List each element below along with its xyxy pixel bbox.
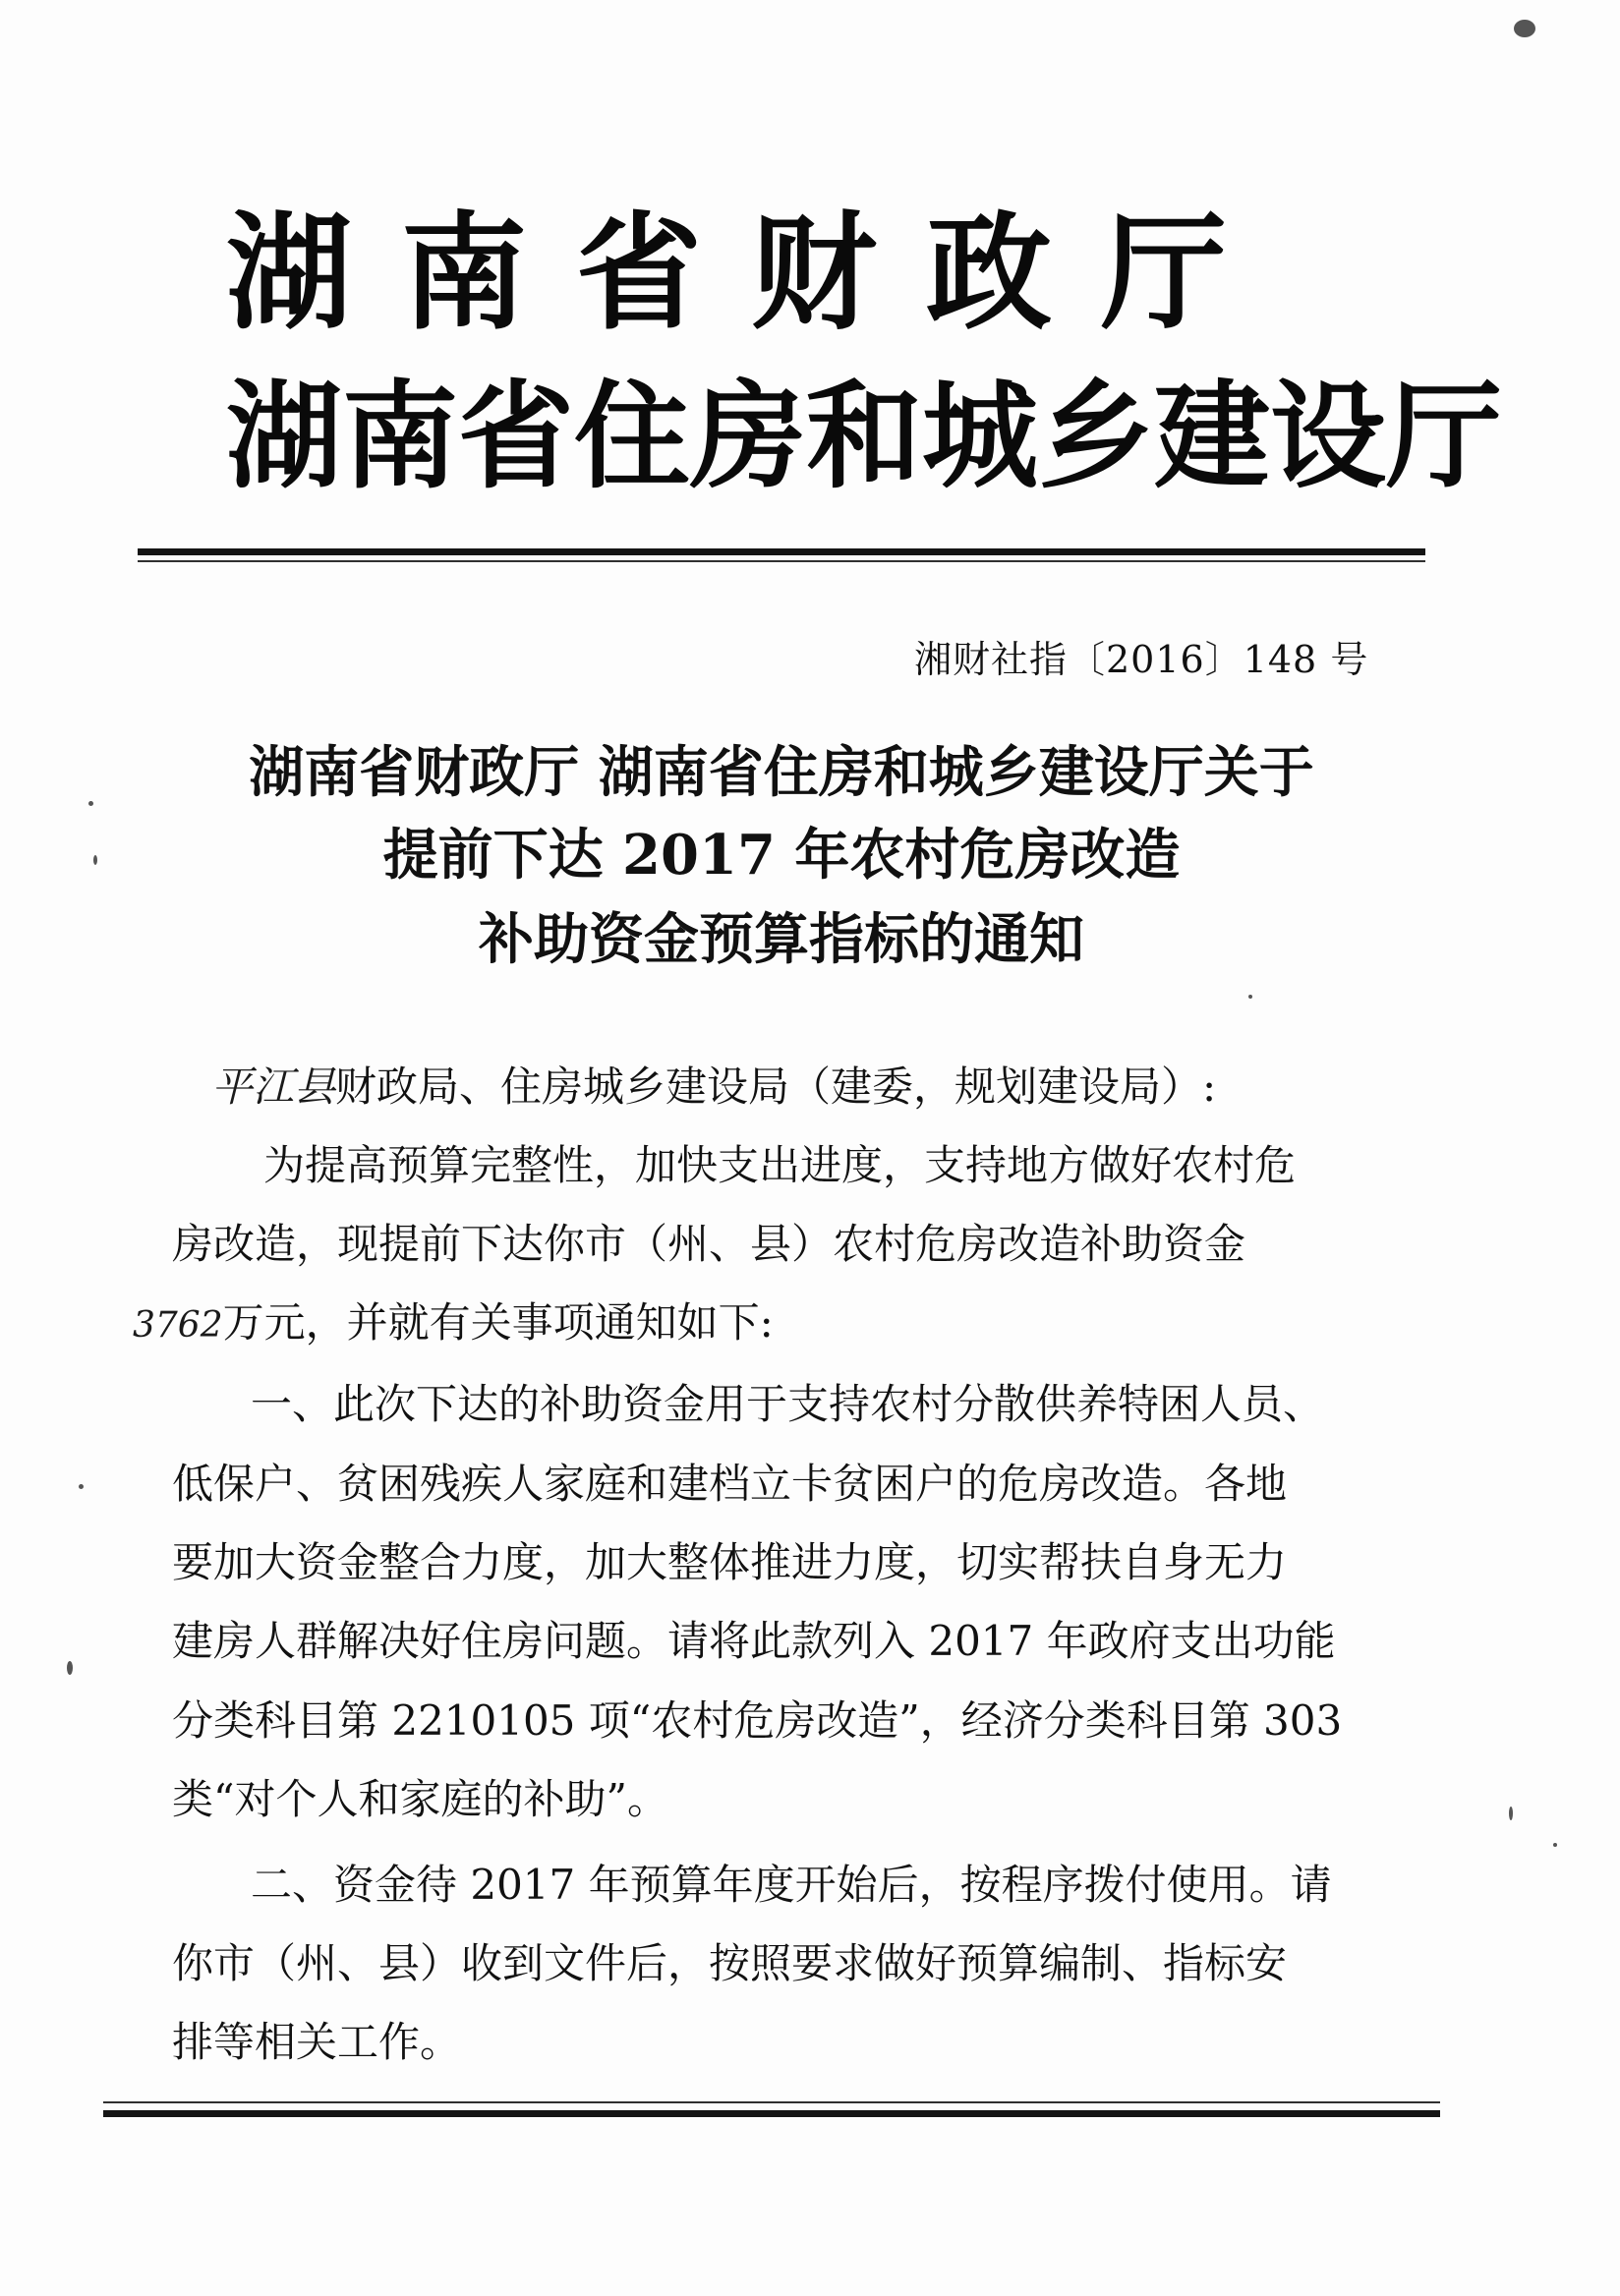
item-1-line-6: 类“对个人和家庭的补助”。 [172, 1775, 668, 1823]
handwritten-recipient: 平江县 [211, 1062, 336, 1111]
item-1-line-2: 低保户、贫困残疾人家庭和建档立卡贫困户的危房改造。各地 [172, 1460, 1288, 1508]
intro-line-3-text: 万元，并就有关事项通知如下: [222, 1298, 774, 1347]
item-2-line-2: 你市（州、县）收到文件后，按照要求做好预算编制、指标安 [172, 1939, 1288, 1987]
document-number: 湘财社指〔2016〕148 号 [914, 638, 1369, 681]
footer-divider-thin [103, 2101, 1440, 2103]
scan-speck [1509, 1807, 1513, 1820]
handwritten-amount: 3762 [133, 1305, 223, 1346]
document-title-line-2: 提前下达 2017 年农村危房改造 [382, 823, 1181, 888]
item-2-line-1: 二、资金待 2017 年预算年度开始后，按程序拨付使用。请 [251, 1861, 1332, 1909]
item-1-line-4: 建房人群解决好住房问题。请将此款列入 2017 年政府支出功能 [172, 1617, 1336, 1665]
intro-line-2: 房改造，现提前下达你市（州、县）农村危房改造补助资金 [172, 1220, 1246, 1268]
item-1-line-5: 分类科目第 2210105 项“农村危房改造”，经济分类科目第 303 [172, 1696, 1343, 1745]
scan-speck [93, 855, 97, 865]
header-divider-thick [138, 548, 1425, 555]
issuer-header-line-1: 湖南省财政厅 [226, 201, 1277, 347]
scan-speck [1514, 20, 1535, 37]
item-1-line-1: 一、此次下达的补助资金用于支持农村分散供养特困人员、 [251, 1380, 1325, 1428]
scan-speck [79, 1484, 84, 1489]
scan-speck [88, 801, 93, 806]
document-title-line-3: 补助资金预算指标的通知 [479, 907, 1084, 972]
item-1-line-3: 要加大资金整合力度，加大整体推进力度，切实帮扶自身无力 [172, 1538, 1288, 1586]
recipient-text: 财政局、住房城乡建设局（建委，规划建设局）: [335, 1062, 1217, 1111]
intro-line-3 [133, 1298, 1322, 1347]
intro-line-1: 为提高预算完整性，加快支出进度，支持地方做好农村危 [263, 1141, 1297, 1189]
scan-speck [67, 1661, 73, 1675]
header-divider-thin [138, 560, 1425, 562]
scan-speck [1553, 1843, 1557, 1847]
recipient-line [211, 1062, 1401, 1111]
footer-divider-thick [103, 2110, 1440, 2117]
issuer-header-line-2: 湖南省住房和城乡建设厅 [226, 369, 1503, 504]
document-title-line-1: 湖南省财政厅 湖南省住房和城乡建设厅关于 [249, 740, 1314, 805]
scan-speck [1248, 995, 1252, 999]
item-2-line-3: 排等相关工作。 [172, 2018, 462, 2066]
